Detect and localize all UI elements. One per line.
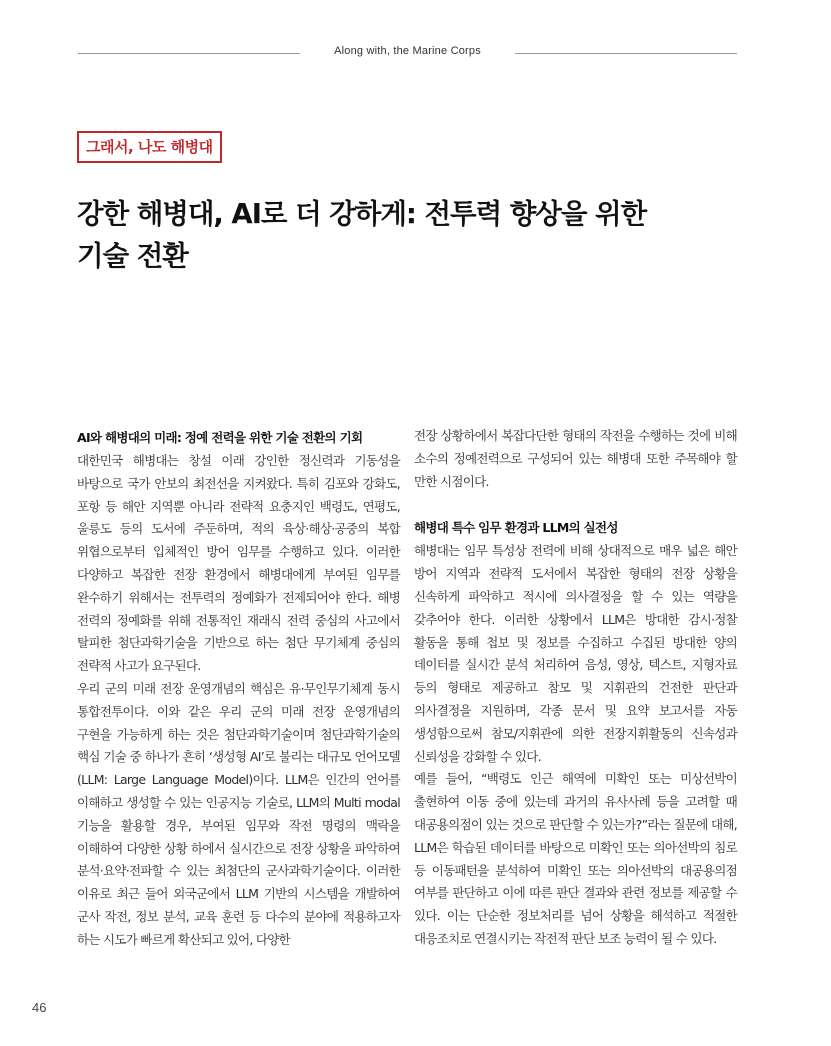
header-rule-right — [515, 53, 737, 54]
article-title — [77, 193, 757, 277]
paragraph-gap — [414, 493, 737, 515]
section-tag: 그래서, 나도 해병대 — [77, 131, 222, 163]
body-paragraph: 예를 들어, “백령도 인근 해역에 미확인 또는 미상선박이 출현하여 이동 중에 있는데 과거의 유사사례 등을 고려할 때 대공용의점이 있는 것으로 판단할 수 있는가?”라는 질문에 대해, LLM은 학습된 데이터를 바탕으로 미확인 또는 의아선박의 침로 등 이동패턴을 분석하여 미확인 또는 의아선박의 대공용의점 여부를 판단하고 이에 따른 판단 결과와 관련 정보를 제공할 수 있다. 이는 단순한 정보처리를 넘어 상황을 해석하고 적절한 대응조치로 연결시키는 작전적 판단 보조 능력이 될 수 있다. — [414, 771, 737, 946]
body-paragraph: 우리 군의 미래 전장 운영개념의 핵심은 유·무인무기체계 동시 통합전투이다. 이와 같은 우리 군의 미래 전장 운영개념의 구현을 가능하게 하는 것은 첨단과학기술이며 첨단과학기술의 핵심 기술 중 하나가 흔히 ‘생성형 AI’로 불리는 대규모 언어모델(LLM: Large Language Model)이다. LLM은 인간의 언어를 이해하고 생성할 수 있는 인공지능 기술로, LLM의 Multi modal 기능을 활용할 경우, 부여된 임무와 작전 명령의 맥락을 이해하여 다양한 상황 하에서 실시간으로 전장 상황을 파악하여 분석·요약·전파할 수 있는 최첨단의 군사과학기술이다. 이러한 이유로 최근 들어 외국군에서 LLM 기반의 시스템을 개발하여 군사 작전, 정보 분석, 교육 훈련 등 다수의 분야에 적용하고자 하는 시도가 빠르게 확산되고 있어, 다양한 — [77, 680, 400, 947]
header-rule-left — [78, 53, 300, 54]
page-number: 46 — [32, 1000, 47, 1015]
article-title-line-2: 기술 전환 — [77, 240, 188, 272]
right-column — [414, 425, 737, 951]
section-heading-llm-practicality: 해병대 특수 임무 환경과 LLM의 실전성 — [414, 520, 618, 536]
left-column — [77, 425, 400, 952]
running-header: Along with, the Marine Corps — [334, 45, 481, 57]
section-heading-ai-future: AI와 해병대의 미래: 정예 전력을 위한 기술 전환의 기회 — [77, 430, 363, 445]
body-paragraph: 전장 상황하에서 복잡다단한 형태의 작전을 수행하는 것에 비해 소수의 정예전력으로 구성되어 있는 해병대 또한 주목해야 할 만한 시점이다. — [414, 428, 737, 489]
body-paragraph: 해병대는 임무 특성상 전력에 비해 상대적으로 매우 넓은 해안 방어 지역과 전략적 도서에서 복잡한 형태의 전장 상황을 신속하게 파악하고 적시에 의사결정을 할 수 있는 역량을 갖추어야 한다. 이러한 상황에서 LLM은 방대한 감시·정찰 활동을 통해 첩보 및 정보를 수집하고 수집된 방대한 양의 데이터를 실시간 분석 처리하여 음성, 영상, 텍스트, 지형자료 등의 형태로 제공하고 참모 및 지휘관의 건전한 판단과 의사결정을 지원하며, 각종 문서 및 요약 보고서를 자동 생성함으로써 참모/지휘관에 의한 전장지휘활동의 신속성과 신뢰성을 강화할 수 있다. — [414, 543, 737, 764]
article-title-line-1: 강한 해병대, AI로 더 강하게: 전투력 향상을 위한 — [77, 198, 647, 230]
body-paragraph: 대한민국 해병대는 창설 이래 강인한 정신력과 기동성을 바탕으로 국가 안보의 최전선을 지켜왔다. 특히 김포와 강화도, 포항 등 해안 지역뿐 아니라 전략적 요충지인 백령도, 연평도, 울릉도 등의 도서에 주둔하며, 적의 육상·해상·공중의 복합 위협으로부터 입체적인 방어 임무를 수행하고 있다. 이러한 다양하고 복잡한 전장 환경에서 해병대에게 부여된 임무를 완수하기 위해서는 전투력의 정예화가 전제되어야 한다. 해병 전력의 정예화를 위해 전통적인 재래식 전력 중심의 사고에서 탈피한 첨단과학기술을 기반으로 하는 첨단 무기체계 중심의 전략적 사고가 요구된다. — [77, 453, 400, 674]
